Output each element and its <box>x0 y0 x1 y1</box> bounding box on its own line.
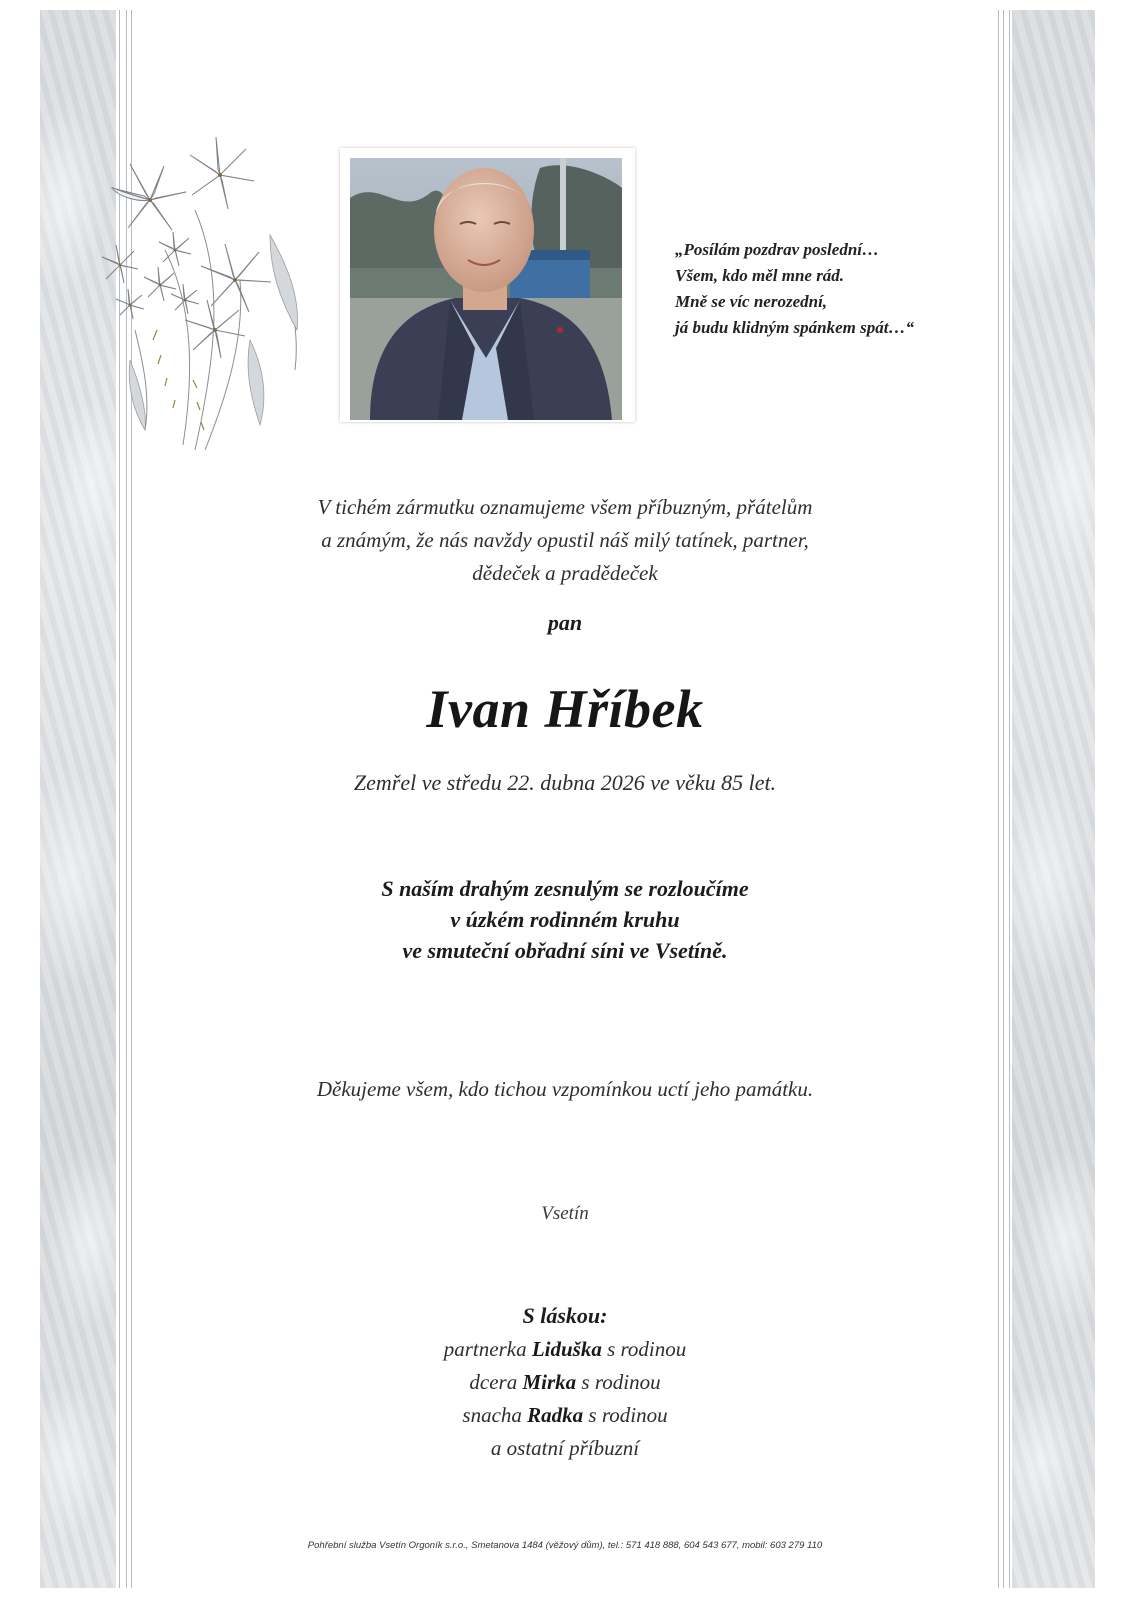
farewell-line: ve smuteční obřadní síni ve Vsetíně. <box>402 938 728 963</box>
mourner-name: Radka <box>527 1403 584 1427</box>
mourner-relation: partnerka <box>443 1337 527 1361</box>
mourner-suffix: s rodinou <box>588 1403 668 1427</box>
intro-line: dědeček a pradědeček <box>472 561 658 585</box>
farewell-info <box>200 873 930 966</box>
mourner-relation: snacha <box>462 1403 522 1427</box>
portrait-photo-frame <box>340 148 635 422</box>
border-rule-right-inner <box>1003 10 1004 1588</box>
memorial-quote <box>675 237 995 341</box>
border-rule-right <box>1009 10 1010 1588</box>
honorific: pan <box>547 610 583 635</box>
farewell-line: S naším drahým zesnulým se rozloučíme <box>381 876 749 901</box>
announcement-intro <box>200 491 930 590</box>
farewell-line: v úzkém rodinném kruhu <box>450 907 680 932</box>
mourner-name: Mirka <box>522 1370 577 1394</box>
mourner-relation: dcera <box>469 1370 518 1394</box>
mourner-suffix: s rodinou <box>607 1337 687 1361</box>
quote-line: Mně se víc nerozední, <box>675 292 828 311</box>
border-rule-right-inner-2 <box>998 10 999 1588</box>
mourner-row <box>200 1366 930 1399</box>
thanks-line: Děkujeme všem, kdo tichou vzpomínkou uctí jeho památku. <box>316 1077 814 1101</box>
death-date-line: Zemřel ve středu 22. dubna 2026 ve věku 85 let. <box>353 770 777 795</box>
place-name: Vsetín <box>541 1203 589 1224</box>
quote-line: „Posílám pozdrav poslední… <box>675 240 880 259</box>
lily-bouquet-ornament <box>75 130 305 460</box>
quote-line: Všem, kdo měl mne rád. <box>675 266 845 285</box>
mourners-list <box>200 1333 930 1465</box>
portrait-photo <box>350 158 622 420</box>
intro-line: V tichém zármutku oznamujeme všem příbuzným, přátelům <box>317 495 813 519</box>
marble-border-right <box>1012 10 1095 1588</box>
deceased-name: Ivan Hříbek <box>426 679 704 739</box>
intro-line: a známým, že nás navždy opustil náš milý tatínek, partner, <box>321 528 809 552</box>
quote-line: já budu klidným spánkem spát…“ <box>675 318 914 337</box>
mourner-row <box>200 1333 930 1366</box>
mourners-title: S láskou: <box>522 1303 608 1328</box>
mourner-last-line: a ostatní příbuzní <box>490 1436 640 1460</box>
mourner-name: Liduška <box>531 1337 602 1361</box>
mourner-suffix: s rodinou <box>581 1370 661 1394</box>
mourner-row <box>200 1399 930 1432</box>
funeral-service-footer: Pohřební služba Vsetín Orgoník s.r.o., Smetanova 1484 (věžový dům), tel.: 571 418 888, 604 543 677, mobil: 603 279 110 <box>307 1540 823 1551</box>
